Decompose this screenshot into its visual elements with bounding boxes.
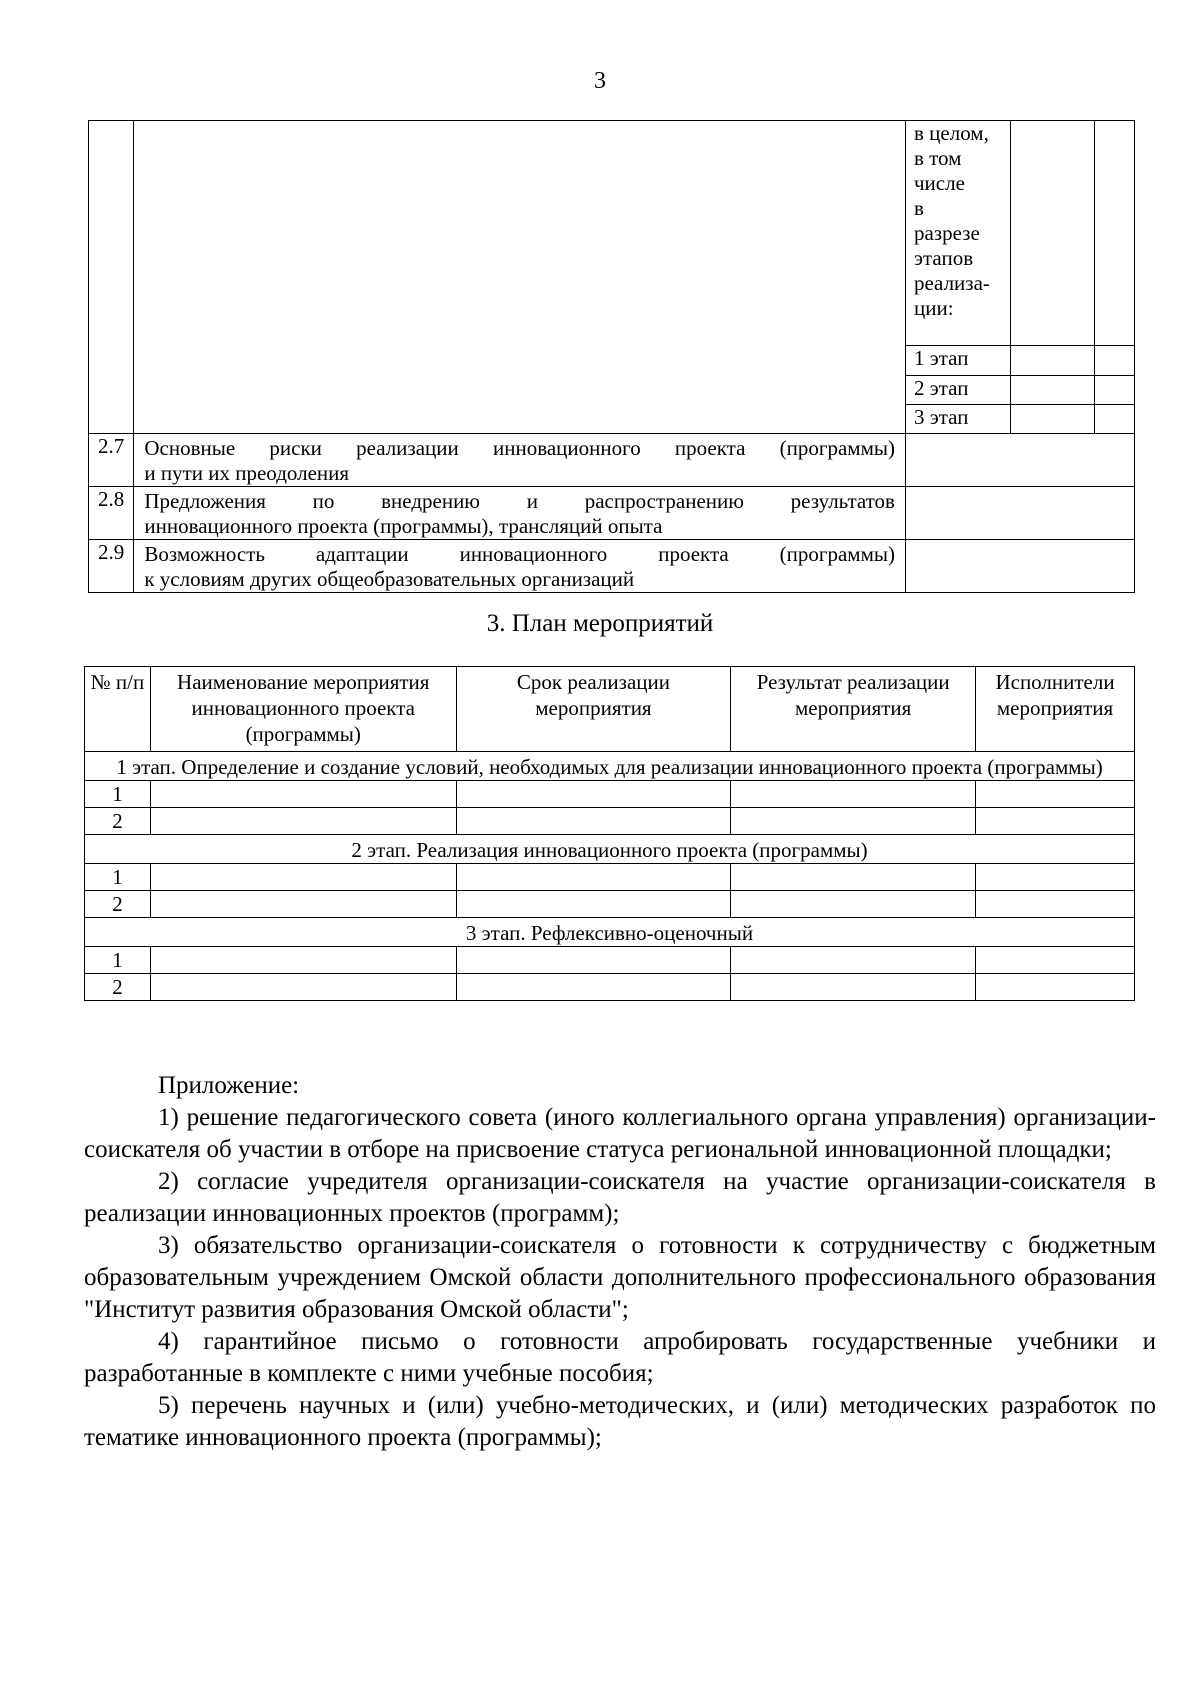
appendix-item: 2) согласие учредителя организации-соискателя на участие организации-соискателя в реализации инновационных проектов (программ);: [84, 1168, 1156, 1227]
table-cell: [1011, 346, 1095, 375]
appendix-item: 3) обязательство организации-соискателя о готовности к сотрудничеству с бюджетным образовательным учреждением Омской области дополнительного профессионального образования "Институт развития образования Омской области";: [84, 1232, 1156, 1323]
header-number: № п/п: [85, 667, 151, 752]
table-cell: [1095, 375, 1135, 404]
table-row: [89, 434, 1135, 487]
table-cell: [134, 121, 906, 434]
table-cell: [731, 808, 976, 835]
table-cell: [905, 434, 1134, 487]
table-cell: [150, 974, 456, 1001]
table-row: [89, 540, 1135, 593]
row-number: 2.9: [89, 540, 134, 593]
table-cell: [150, 947, 456, 974]
section-title: 3. План мероприятий: [486, 610, 714, 637]
header-executors: Исполнители мероприятия: [976, 667, 1135, 752]
table-cell: [731, 864, 976, 891]
table-row: [85, 947, 1135, 974]
stage-label: 1 этап: [905, 346, 1010, 375]
row-text-line: Основные риски реализации инновационного проекта (программы): [144, 436, 895, 460]
table-row: [85, 864, 1135, 891]
row-text-line: и пути их преодоления: [144, 461, 350, 485]
row-number: 1: [85, 781, 151, 808]
table-cell: [976, 808, 1135, 835]
appendix-item: 4) гарантийное письмо о готовности апробировать государственные учебники и разработанные в комплекте с ними учебные пособия;: [84, 1328, 1156, 1387]
row-text-line: к условиям других общеобразовательных организаций: [144, 567, 635, 591]
row-description: [134, 434, 906, 487]
table-cell: [150, 891, 456, 918]
project-table: [88, 120, 1135, 593]
table-cell: [905, 540, 1134, 593]
table-cell: [456, 974, 731, 1001]
stage-row: [85, 835, 1135, 864]
row-number: 2: [85, 891, 151, 918]
table-cell: [150, 808, 456, 835]
table-row: [85, 974, 1135, 1001]
row-number: 2: [85, 808, 151, 835]
appendix: [84, 1070, 1156, 1454]
table-cell: [1095, 346, 1135, 375]
table-cell: [731, 781, 976, 808]
header-event-name: Наименование мероприятия инновационного проекта (программы): [150, 667, 456, 752]
plan-table: [84, 666, 1135, 1001]
table-cell: [976, 974, 1135, 1001]
table-cell: [905, 487, 1134, 540]
table-cell: [456, 864, 731, 891]
stage-row: [85, 752, 1135, 781]
table-cell: [89, 121, 134, 434]
row-number: 2: [85, 974, 151, 1001]
row-description: [134, 540, 906, 593]
table-cell: [976, 781, 1135, 808]
appendix-item: 1) решение педагогического совета (иного коллегиального органа управления) организации-соискателя об участии в отборе на присвоение статуса региональной инновационной площадки;: [84, 1104, 1156, 1163]
stage-label: 2 этап: [905, 375, 1010, 404]
table-cell: [1095, 404, 1135, 433]
row-text-line: инновационного проекта (программы), трансляций опыта: [144, 514, 663, 538]
header-result: Результат реализации мероприятия: [731, 667, 976, 752]
header-deadline: Срок реализации мероприятия: [456, 667, 731, 752]
table-cell: [976, 864, 1135, 891]
stage-title: 3 этап. Рефлексивно-оценочный: [85, 918, 1135, 947]
stage-title: 2 этап. Реализация инновационного проекта (программы): [85, 835, 1135, 864]
stage-row: [85, 918, 1135, 947]
table-cell: [976, 947, 1135, 974]
row-text-line: Предложения по внедрению и распространению результатов: [144, 489, 895, 513]
appendix-item: 5) перечень научных и (или) учебно-методических, и (или) методических разработок по тематике инновационного проекта (программы);: [84, 1392, 1156, 1451]
table-cell: [1095, 121, 1135, 346]
appendix-heading: Приложение:: [158, 1072, 300, 1099]
page-number: 3: [594, 68, 606, 94]
table-cell: [731, 947, 976, 974]
row-number: 1: [85, 864, 151, 891]
row-text-line: Возможность адаптации инновационного проекта (программы): [144, 542, 895, 566]
table-row: [85, 781, 1135, 808]
table-cell: [1011, 121, 1095, 346]
row-number: 2.7: [89, 434, 134, 487]
table-row: [89, 487, 1135, 540]
table-cell: [1011, 375, 1095, 404]
table-cell: [976, 891, 1135, 918]
table-row: [85, 808, 1135, 835]
row-number: 2.8: [89, 487, 134, 540]
stage-header: в целом, в том числе в разрезе этапов реализа- ции:: [905, 121, 1010, 346]
table-cell: [731, 974, 976, 1001]
table-cell: [1011, 404, 1095, 433]
header-row: [85, 667, 1135, 752]
table-cell: [150, 781, 456, 808]
table-cell: [731, 891, 976, 918]
stage-label: 3 этап: [905, 404, 1010, 433]
table-cell: [456, 781, 731, 808]
table-cell: [456, 891, 731, 918]
row-description: [134, 487, 906, 540]
stage-title: 1 этап. Определение и создание условий, необходимых для реализации инновационного проекта (программы): [85, 752, 1135, 781]
table-cell: [456, 947, 731, 974]
table-cell: [150, 864, 456, 891]
table-cell: [456, 808, 731, 835]
row-number: 1: [85, 947, 151, 974]
table-row: [85, 891, 1135, 918]
